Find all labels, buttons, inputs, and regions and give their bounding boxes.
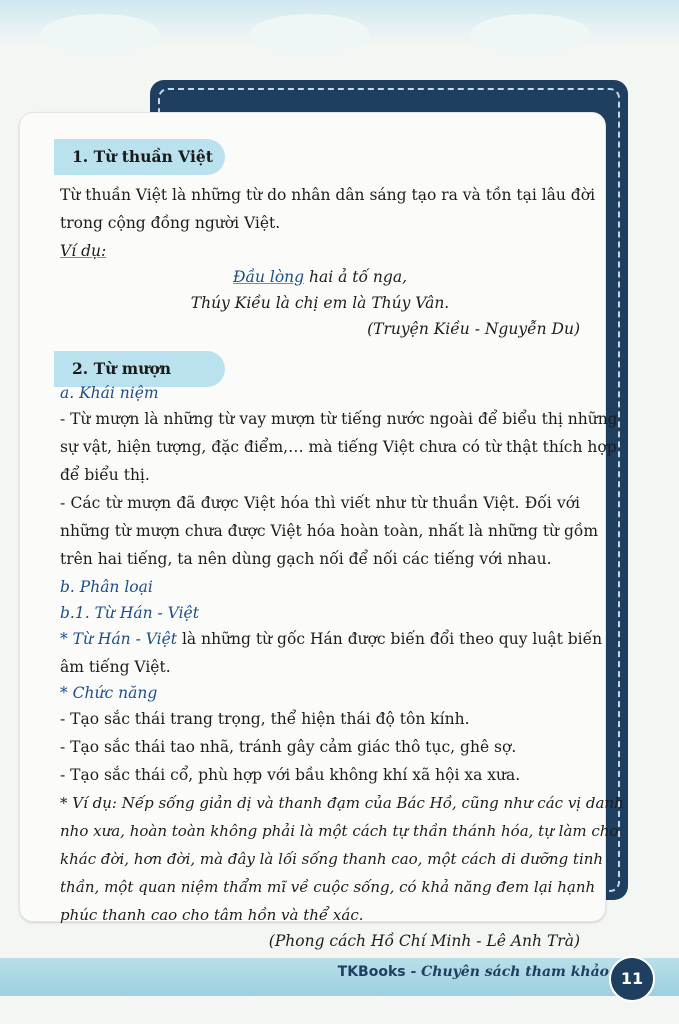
brand-name: TKBooks [337,964,406,980]
paragraph-line: để biểu thị. [60,466,150,484]
paragraph-line: những từ mượn chưa được Việt hóa hoàn toàn, nhất là những từ gồm [60,522,599,540]
section-1-header: 1. Từ thuần Việt [54,139,225,175]
subheading: a. Khái niệm [60,384,159,402]
list-item: - Tạo sắc thái tao nhã, tránh gây cảm giác thô tục, ghê sợ. [60,738,517,756]
list-item: - Tạo sắc thái trang trọng, thể hiện thái độ tôn kính. [60,710,470,728]
example-line: khác đời, hơn đời, mà đây là lối sống thanh cao, một cách di dưỡng tinh [60,850,604,868]
subheading: b.1. Từ Hán - Việt [60,604,199,622]
poem-text: hai ả tố nga, [304,268,408,286]
example-line: phúc thanh cao cho tâm hồn và thể xác. [60,906,364,924]
paragraph-line: - Từ mượn là những từ vay mượn từ tiếng nước ngoài để biểu thị những [60,410,618,428]
page-number: 11 [609,956,655,1002]
subheading: b. Phân loại [60,578,153,596]
cloud-decoration [250,14,370,54]
subheading: * Chức năng [60,684,158,702]
paragraph-line: âm tiếng Việt. [60,658,171,676]
section-2-header: 2. Từ mượn [54,351,225,387]
highlighted-word: Đầu lòng [232,268,305,286]
cloud-decoration [40,14,160,54]
source-citation: (Truyện Kiều - Nguyễn Du) [367,320,580,338]
paragraph-text: là những từ gốc Hán được biến đổi theo quy luật biến [177,630,603,648]
term: * Từ Hán - Việt [60,630,178,648]
poem-line: Thúy Kiều là chị em là Thúy Vân. [190,294,450,312]
paragraph-line: trong cộng đồng người Việt. [60,214,281,232]
footer-tagline [338,964,609,980]
tagline-text: - Chuyên sách tham khảo [405,964,609,980]
paragraph-line: trên hai tiếng, ta nên dùng gạch nối để nối các tiếng với nhau. [60,550,552,568]
source-citation: (Phong cách Hồ Chí Minh - Lê Anh Trà) [268,932,580,950]
paragraph-line: - Các từ mượn đã được Việt hóa thì viết như từ thuần Việt. Đối với [60,494,580,512]
paragraph-line: sự vật, hiện tượng, đặc điểm,… mà tiếng Việt chưa có từ thật thích hợp [60,438,617,456]
content-card [19,112,624,950]
example-line: thần, một quan niệm thẩm mĩ về cuộc sống, có khả năng đem lại hạnh [60,878,596,896]
example-line: * Ví dụ: Nếp sống giản dị và thanh đạm của Bác Hồ, cũng như các vị danh [60,794,624,812]
cloud-decoration [470,14,590,54]
paragraph-line [60,625,602,653]
list-item: - Tạo sắc thái cổ, phù hợp với bầu không khí xã hội xa xưa. [60,766,521,784]
example-label: Ví dụ: [60,242,107,260]
example-line: nho xưa, hoàn toàn không phải là một cách tự thần thánh hóa, tự làm cho [60,822,619,840]
poem-line [60,263,580,291]
paragraph-line: Từ thuần Việt là những từ do nhân dân sáng tạo ra và tồn tại lâu đời [60,186,596,204]
